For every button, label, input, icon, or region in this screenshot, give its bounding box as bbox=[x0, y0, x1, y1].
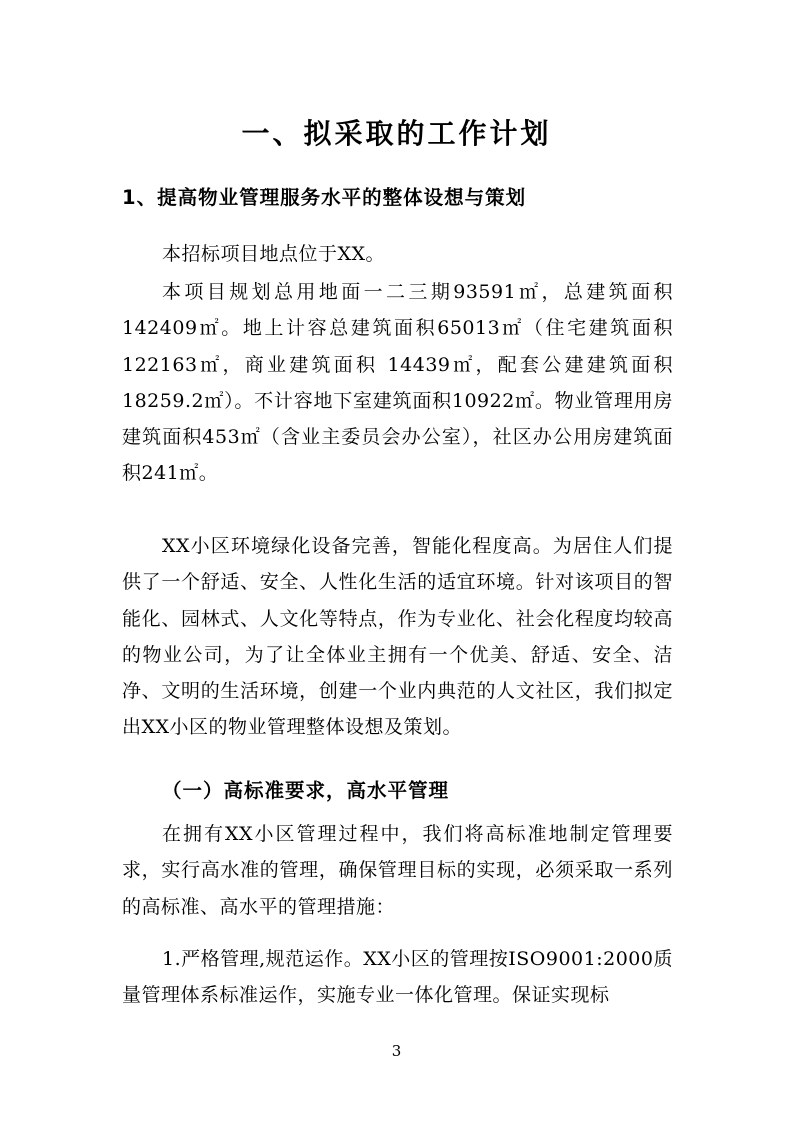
paragraph-area: 本项目规划总用地面一二三期93591㎡，总建筑面积142409㎡。地上计容总建筑面积65013㎡（住宅建筑面积122163㎡，商业建筑面积 14439㎡，配套公建建筑面积18259.2㎡）。不计容地下室建筑面积10922㎡。物业管理用房建筑面积453㎡（含业主委员会办公室），社区办公用房建筑面积241㎡。 bbox=[122, 281, 673, 485]
paragraph-location: 本招标项目地点位于XX。 bbox=[162, 243, 386, 265]
page-title: 一、拟采取的工作计划 bbox=[241, 117, 552, 150]
section-heading: 1、提高物业管理服务水平的整体设想与策划 bbox=[122, 186, 527, 209]
paragraph-strict-management: 1.严格管理,规范运作。XX小区的管理按ISO9001:2000质量管理体系标准运作，实施专业一体化管理。保证实现标 bbox=[122, 948, 673, 1007]
paragraph-standards: 在拥有XX小区管理过程中，我们将高标准地制定管理要求，实行高水准的管理，确保管理目标的实现，必须采取一系列的高标准、高水平的管理措施： bbox=[122, 823, 673, 918]
page-number: 3 bbox=[391, 1042, 402, 1060]
sub-heading-standards: （一）高标准要求，高水平管理 bbox=[162, 779, 450, 802]
paragraph-environment: XX小区环境绿化设备完善，智能化程度高。为居住人们提供了一个舒适、安全、人性化生活的适宜环境。针对该项目的智能化、园林式、人文化等特点，作为专业化、社会化程度均较高的物业公司，为了让全体业主拥有一个优美、舒适、安全、洁净、文明的生活环境，创建一个业内典范的人文社区，我们拟定出XX小区的物业管理整体设想及策划。 bbox=[122, 535, 673, 739]
